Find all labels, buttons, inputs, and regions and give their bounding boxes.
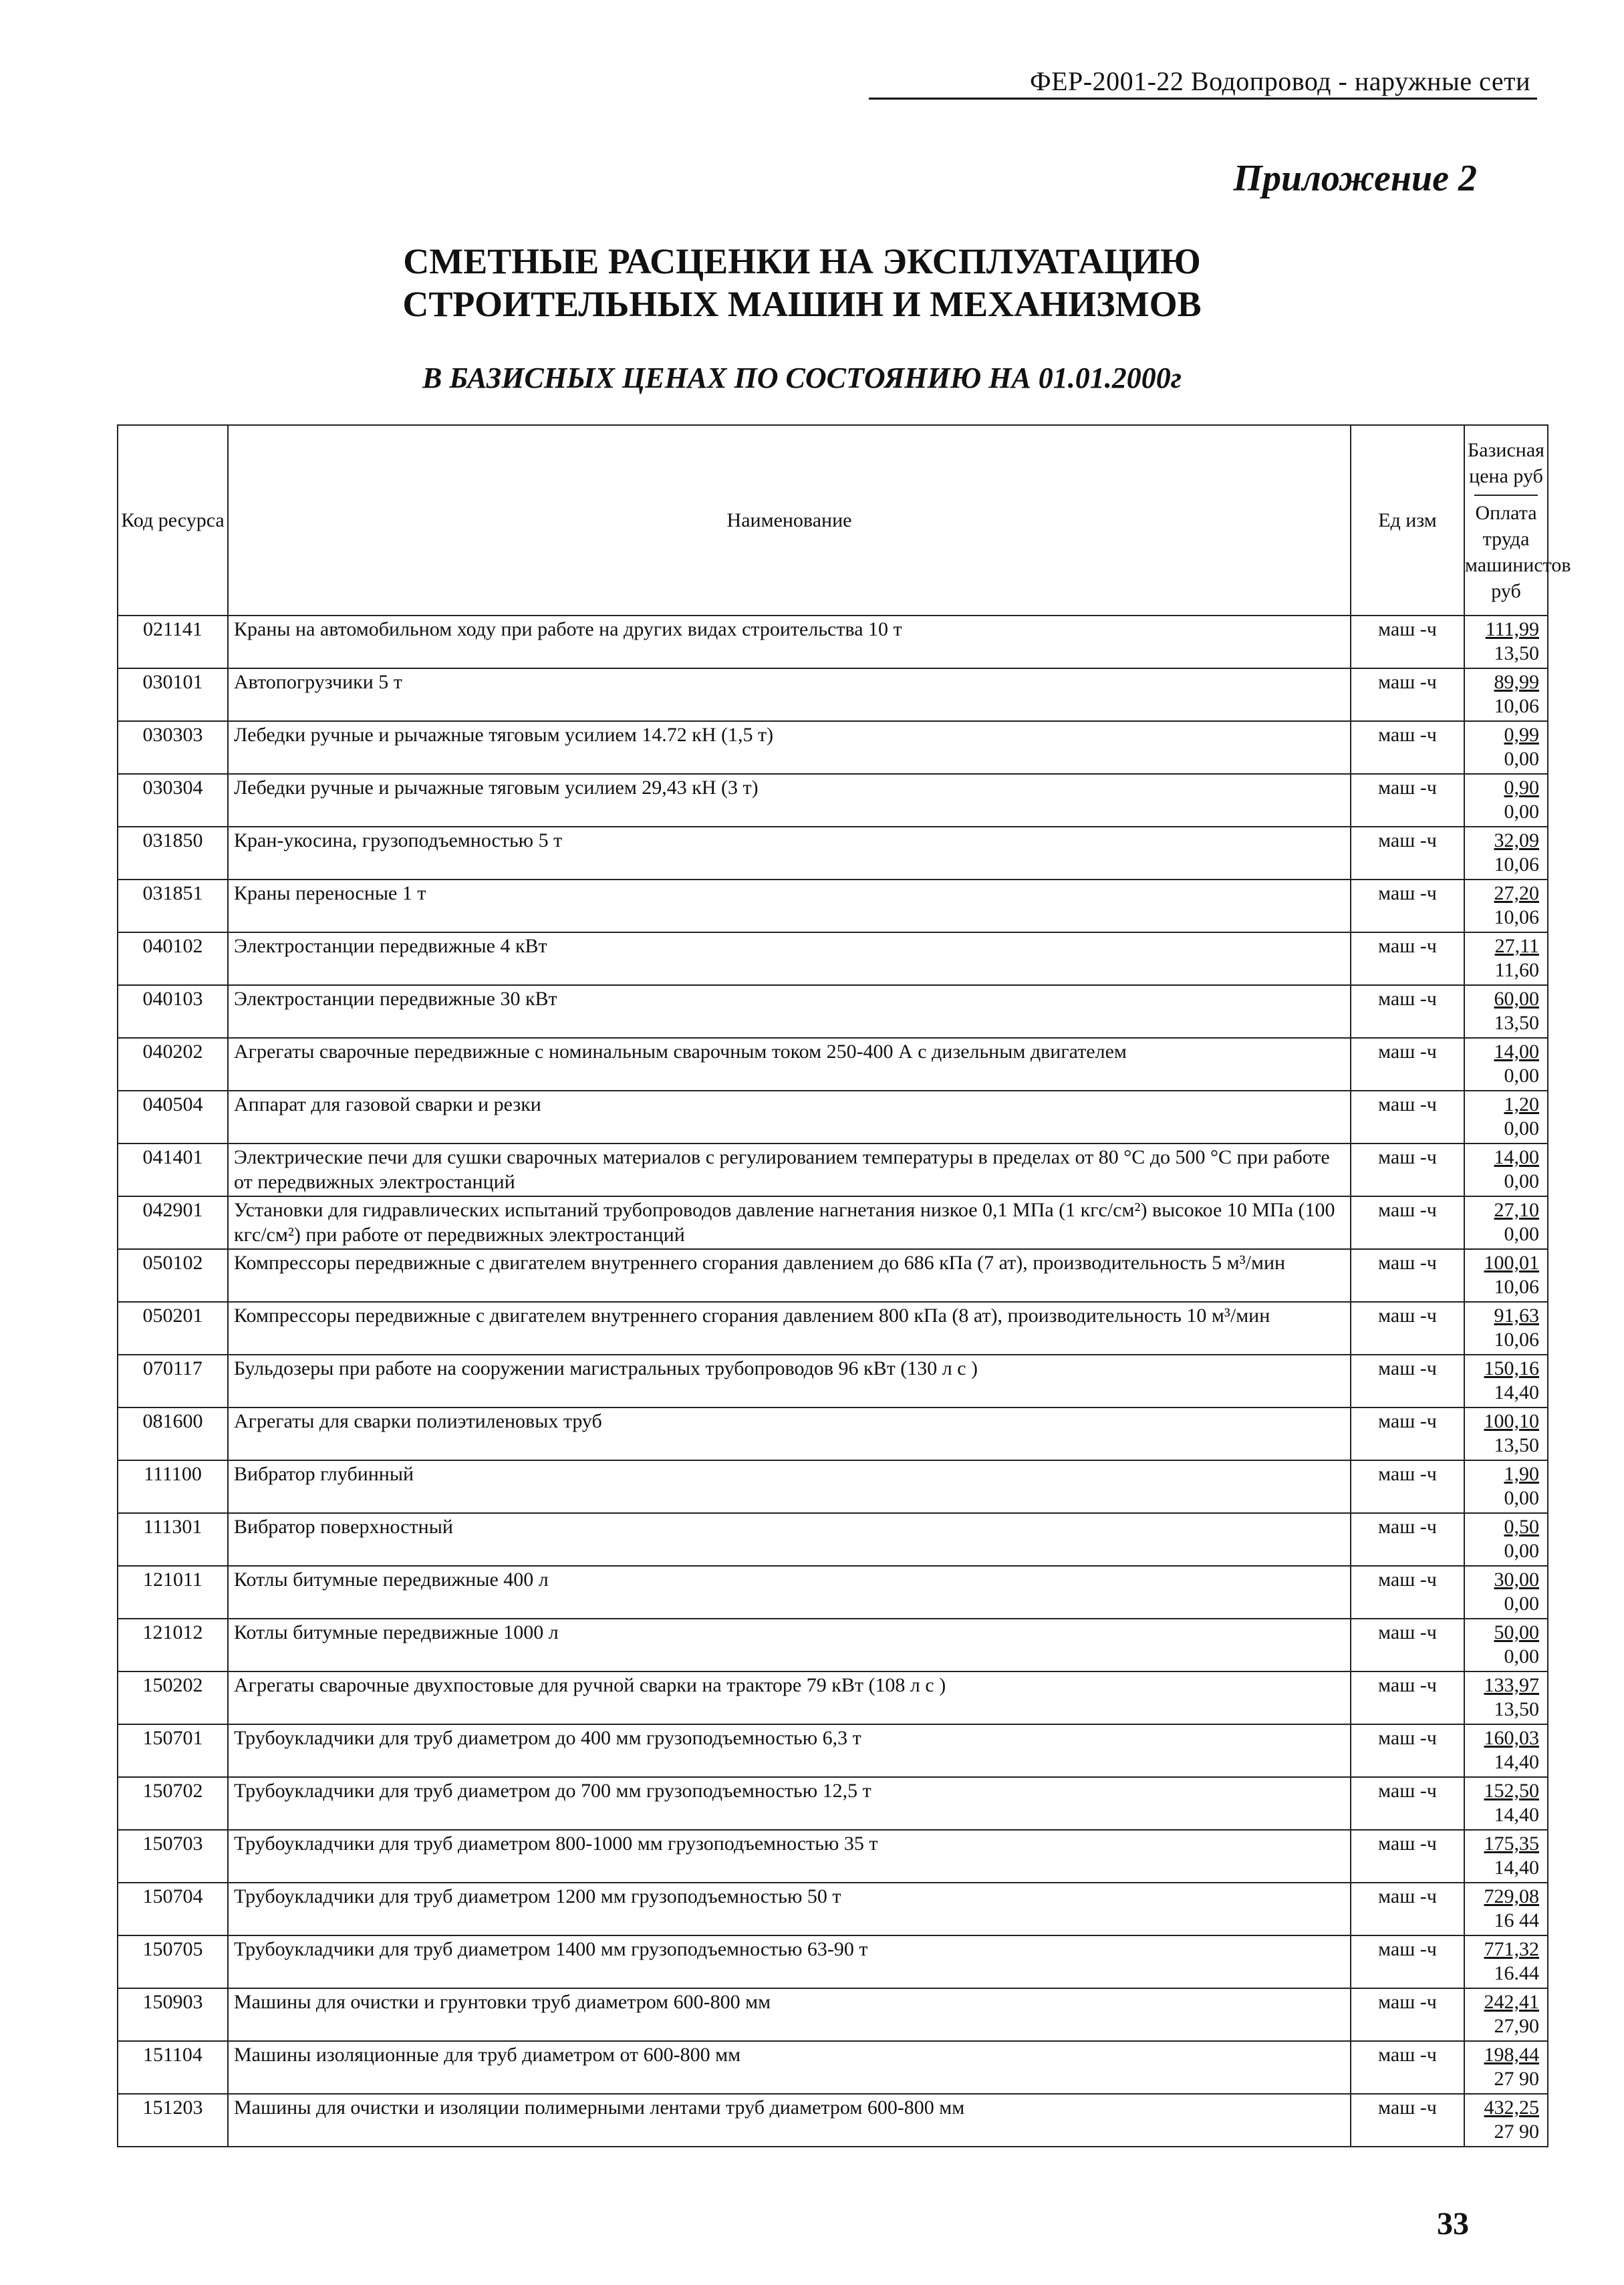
resource-price-cell	[1464, 827, 1548, 880]
resource-code: 030101	[118, 668, 228, 721]
resource-price-cell	[1464, 1513, 1548, 1566]
base-price-value: 50,00	[1494, 1621, 1539, 1643]
wage-value: 27,90	[1494, 2015, 1539, 2037]
table-row	[118, 616, 1548, 668]
table-row	[118, 1355, 1548, 1407]
resource-code: 050201	[118, 1302, 228, 1355]
rates-table-wrap	[117, 424, 1571, 2147]
base-price-value: 0,90	[1504, 777, 1539, 799]
wage-value: 10,06	[1494, 695, 1539, 717]
table-row	[118, 1566, 1548, 1619]
table-row	[118, 1988, 1548, 2041]
table-row	[118, 827, 1548, 880]
resource-price-cell	[1464, 2041, 1548, 2094]
table-row	[118, 880, 1548, 932]
wage-value: 0,00	[1504, 1645, 1539, 1667]
resource-code: 040103	[118, 985, 228, 1038]
resource-unit: маш -ч	[1351, 880, 1464, 932]
base-price-value: 100,01	[1484, 1252, 1539, 1274]
resource-name: Кран-укосина, грузоподъемностью 5 т	[228, 827, 1351, 880]
title-line-2: СТРОИТЕЛЬНЫХ МАШИН И МЕХАНИЗМОВ	[402, 283, 1202, 324]
resource-code: 150702	[118, 1777, 228, 1830]
wage-value: 10,06	[1494, 853, 1539, 876]
resource-price-cell	[1464, 668, 1548, 721]
col-header-price	[1464, 425, 1571, 616]
resource-price-cell	[1464, 1883, 1548, 1935]
table-row	[118, 2094, 1548, 2147]
resource-name: Трубоукладчики для труб диаметром 800-1000 мм грузоподъемностью 35 т	[228, 1830, 1351, 1883]
col-header-wage: Оплата труда машинистов руб	[1465, 501, 1571, 602]
resource-name: Трубоукладчики для труб диаметром до 700 мм грузоподъемностью 12,5 т	[228, 1777, 1351, 1830]
rates-table	[117, 424, 1571, 2147]
wage-value: 0,00	[1504, 1540, 1539, 1562]
resource-unit: маш -ч	[1351, 721, 1464, 774]
resource-code: 150703	[118, 1830, 228, 1883]
table-row	[118, 1038, 1548, 1091]
table-row	[118, 1724, 1548, 1777]
wage-value: 13,50	[1494, 1012, 1539, 1034]
resource-code: 150202	[118, 1671, 228, 1724]
resource-code: 040202	[118, 1038, 228, 1091]
resource-unit: маш -ч	[1351, 1407, 1464, 1460]
table-row	[118, 1144, 1548, 1196]
col-header-base-price: Базисная цена руб	[1468, 438, 1544, 487]
resource-unit: маш -ч	[1351, 1355, 1464, 1407]
base-price-value: 100,10	[1484, 1410, 1539, 1432]
resource-unit: маш -ч	[1351, 2041, 1464, 2094]
table-body	[118, 616, 1548, 2147]
resource-code: 041401	[118, 1144, 228, 1196]
wage-value: 0,00	[1504, 1117, 1539, 1139]
wage-value: 14,40	[1494, 1857, 1539, 1879]
base-price-value: 242,41	[1484, 1991, 1539, 2013]
col-header-name: Наименование	[228, 425, 1351, 616]
resource-unit: маш -ч	[1351, 1671, 1464, 1724]
resource-price-cell	[1464, 774, 1548, 827]
resource-name: Машины для очистки и изоляции полимерными лентами труб диаметром 600-800 мм	[228, 2094, 1351, 2147]
resource-code: 111100	[118, 1460, 228, 1513]
wage-value: 27 90	[1494, 2068, 1539, 2090]
table-row	[118, 1883, 1548, 1935]
table-row	[118, 1935, 1548, 1988]
resource-price-cell	[1464, 1830, 1548, 1883]
resource-price-cell	[1464, 1091, 1548, 1144]
resource-name: Лебедки ручные и рычажные тяговым усилием 29,43 кН (3 т)	[228, 774, 1351, 827]
resource-code: 040102	[118, 932, 228, 985]
resource-name: Агрегаты для сварки полиэтиленовых труб	[228, 1407, 1351, 1460]
wage-value: 14,40	[1494, 1381, 1539, 1403]
resource-code: 150705	[118, 1935, 228, 1988]
resource-unit: маш -ч	[1351, 1988, 1464, 2041]
resource-name: Электрические печи для сушки сварочных материалов с регулированием температуры в пределах от 80 °С до 500 °С при работе от передвижных электростанций	[228, 1144, 1351, 1196]
resource-price-cell	[1464, 1144, 1548, 1196]
resource-unit: маш -ч	[1351, 616, 1464, 668]
wage-value: 10,06	[1494, 1329, 1539, 1351]
resource-code: 121011	[118, 1566, 228, 1619]
base-price-value: 0,99	[1504, 724, 1539, 746]
base-price-value: 152,50	[1484, 1780, 1539, 1802]
resource-price-cell	[1464, 985, 1548, 1038]
table-row	[118, 1460, 1548, 1513]
resource-code: 121012	[118, 1619, 228, 1671]
title-line-1: СМЕТНЫЕ РАСЦЕНКИ НА ЭКСПЛУАТАЦИЮ	[403, 241, 1201, 281]
resource-price-cell	[1464, 1935, 1548, 1988]
table-row	[118, 932, 1548, 985]
resource-price-cell	[1464, 1988, 1548, 2041]
base-price-value: 89,99	[1494, 671, 1539, 693]
base-price-value: 771,32	[1484, 1938, 1539, 1960]
wage-value: 13,50	[1494, 1434, 1539, 1456]
table-row	[118, 668, 1548, 721]
resource-unit: маш -ч	[1351, 1196, 1464, 1249]
resource-price-cell	[1464, 2094, 1548, 2147]
base-price-value: 111,99	[1485, 618, 1539, 640]
table-row	[118, 774, 1548, 827]
resource-code: 150903	[118, 1988, 228, 2041]
resource-code: 030303	[118, 721, 228, 774]
wage-value: 0,00	[1504, 748, 1539, 770]
resource-unit: маш -ч	[1351, 668, 1464, 721]
resource-unit: маш -ч	[1351, 1091, 1464, 1144]
wage-value: 0,00	[1504, 1487, 1539, 1509]
resource-unit: маш -ч	[1351, 1724, 1464, 1777]
base-price-value: 150,16	[1484, 1357, 1539, 1379]
resource-name: Электростанции передвижные 4 кВт	[228, 932, 1351, 985]
resource-unit: маш -ч	[1351, 1144, 1464, 1196]
resource-name: Трубоукладчики для труб диаметром 1400 мм грузоподъемностью 63-90 т	[228, 1935, 1351, 1988]
resource-name: Аппарат для газовой сварки и резки	[228, 1091, 1351, 1144]
resource-price-cell	[1464, 880, 1548, 932]
resource-price-cell	[1464, 1460, 1548, 1513]
base-price-value: 60,00	[1494, 988, 1539, 1010]
resource-unit: маш -ч	[1351, 1513, 1464, 1566]
table-row	[118, 1249, 1548, 1302]
resource-code: 030304	[118, 774, 228, 827]
page-title	[267, 241, 1337, 325]
base-price-value: 27,11	[1494, 935, 1539, 957]
base-price-value: 1,90	[1504, 1463, 1539, 1485]
resource-name: Котлы битумные передвижные 400 л	[228, 1566, 1351, 1619]
resource-name: Краны переносные 1 т	[228, 880, 1351, 932]
table-row	[118, 721, 1548, 774]
resource-price-cell	[1464, 1249, 1548, 1302]
resource-unit: маш -ч	[1351, 1777, 1464, 1830]
resource-price-cell	[1464, 1355, 1548, 1407]
resource-unit: маш -ч	[1351, 1883, 1464, 1935]
base-price-value: 133,97	[1484, 1674, 1539, 1696]
resource-name: Лебедки ручные и рычажные тяговым усилием 14.72 кН (1,5 т)	[228, 721, 1351, 774]
resource-name: Котлы битумные передвижные 1000 л	[228, 1619, 1351, 1671]
resource-unit: маш -ч	[1351, 2094, 1464, 2147]
col-header-unit: Ед изм	[1351, 425, 1464, 616]
resource-unit: маш -ч	[1351, 1038, 1464, 1091]
base-price-value: 1,20	[1504, 1093, 1539, 1115]
page-subtitle: В БАЗИСНЫХ ЦЕНАХ ПО СОСТОЯНИЮ НА 01.01.2000г	[422, 362, 1182, 394]
resource-code: 040504	[118, 1091, 228, 1144]
resource-price-cell	[1464, 1038, 1548, 1091]
resource-unit: маш -ч	[1351, 1619, 1464, 1671]
wage-value: 11,60	[1494, 959, 1539, 981]
resource-code: 151104	[118, 2041, 228, 2094]
wage-value: 10,06	[1494, 1276, 1539, 1298]
base-price-value: 32,09	[1494, 829, 1539, 851]
wage-value: 16 44	[1494, 1909, 1539, 1931]
wage-value: 0,00	[1504, 1065, 1539, 1087]
wage-value: 0,00	[1504, 1593, 1539, 1615]
resource-unit: маш -ч	[1351, 774, 1464, 827]
col-header-code: Код ресурса	[118, 425, 228, 616]
resource-unit: маш -ч	[1351, 1830, 1464, 1883]
resource-name: Вибратор поверхностный	[228, 1513, 1351, 1566]
resource-code: 031850	[118, 827, 228, 880]
resource-code: 111301	[118, 1513, 228, 1566]
base-price-value: 30,00	[1494, 1569, 1539, 1591]
base-price-value: 160,03	[1484, 1727, 1539, 1749]
resource-name: Бульдозеры при работе на сооружении магистральных трубопроводов 96 кВт (130 л с )	[228, 1355, 1351, 1407]
table-row	[118, 1619, 1548, 1671]
resource-name: Компрессоры передвижные с двигателем внутреннего сгорания давлением до 686 кПа (7 ат), производительность 5 м³/мин	[228, 1249, 1351, 1302]
resource-name: Агрегаты сварочные двухпостовые для ручной сварки на тракторе 79 кВт (108 л с )	[228, 1671, 1351, 1724]
table-row	[118, 1091, 1548, 1144]
wage-value: 13,50	[1494, 642, 1539, 664]
wage-value: 0,00	[1504, 801, 1539, 823]
resource-code: 150701	[118, 1724, 228, 1777]
resource-code: 042901	[118, 1196, 228, 1249]
table-row	[118, 1302, 1548, 1355]
resource-name: Автопогрузчики 5 т	[228, 668, 1351, 721]
resource-price-cell	[1464, 1724, 1548, 1777]
page-number: 33	[1437, 2206, 1469, 2242]
resource-price-cell	[1464, 1302, 1548, 1355]
base-price-value: 14,00	[1494, 1146, 1539, 1168]
resource-code: 150704	[118, 1883, 228, 1935]
wage-value: 0,00	[1504, 1223, 1539, 1245]
resource-name: Машины для очистки и грунтовки труб диаметром 600-800 мм	[228, 1988, 1351, 2041]
resource-code: 031851	[118, 880, 228, 932]
running-header: ФЕР-2001-22 Водопровод - наружные сети	[1030, 66, 1530, 96]
resource-name: Краны на автомобильном ходу при работе на других видах строительства 10 т	[228, 616, 1351, 668]
table-row	[118, 985, 1548, 1038]
table-row	[118, 2041, 1548, 2094]
resource-code: 151203	[118, 2094, 228, 2147]
resource-price-cell	[1464, 1777, 1548, 1830]
resource-price-cell	[1464, 1671, 1548, 1724]
resource-code: 070117	[118, 1355, 228, 1407]
resource-unit: маш -ч	[1351, 1935, 1464, 1988]
wage-value: 0,00	[1504, 1170, 1539, 1192]
table-row	[118, 1407, 1548, 1460]
appendix-label: Приложение 2	[1233, 158, 1477, 199]
resource-price-cell	[1464, 932, 1548, 985]
base-price-value: 175,35	[1484, 1833, 1539, 1855]
base-price-value: 27,10	[1494, 1199, 1539, 1221]
resource-price-cell	[1464, 1407, 1548, 1460]
resource-unit: маш -ч	[1351, 1460, 1464, 1513]
base-price-value: 91,63	[1494, 1305, 1539, 1327]
table-row	[118, 1196, 1548, 1249]
resource-code: 021141	[118, 616, 228, 668]
resource-unit: маш -ч	[1351, 985, 1464, 1038]
base-price-value: 729,08	[1484, 1885, 1539, 1907]
table-row	[118, 1830, 1548, 1883]
resource-code: 050102	[118, 1249, 228, 1302]
table-header-row	[118, 425, 1548, 616]
wage-value: 27 90	[1494, 2121, 1539, 2143]
resource-unit: маш -ч	[1351, 1566, 1464, 1619]
table-row	[118, 1513, 1548, 1566]
base-price-value: 198,44	[1484, 2044, 1539, 2066]
resource-unit: маш -ч	[1351, 1302, 1464, 1355]
resource-unit: маш -ч	[1351, 827, 1464, 880]
resource-name: Агрегаты сварочные передвижные с номинальным сварочным током 250-400 А с дизельным двигателем	[228, 1038, 1351, 1091]
table-row	[118, 1671, 1548, 1724]
wage-value: 10,06	[1494, 906, 1539, 928]
resource-name: Вибратор глубинный	[228, 1460, 1351, 1513]
wage-value: 14,40	[1494, 1751, 1539, 1773]
resource-unit: маш -ч	[1351, 932, 1464, 985]
resource-name: Трубоукладчики для труб диаметром до 400 мм грузоподъемностью 6,3 т	[228, 1724, 1351, 1777]
resource-price-cell	[1464, 721, 1548, 774]
resource-price-cell	[1464, 616, 1548, 668]
resource-name: Компрессоры передвижные с двигателем внутреннего сгорания давлением 800 кПа (8 ат), производительность 10 м³/мин	[228, 1302, 1351, 1355]
wage-value: 13,50	[1494, 1698, 1539, 1720]
base-price-value: 432,25	[1484, 2097, 1539, 2119]
wage-value: 16.44	[1494, 1962, 1539, 1984]
base-price-value: 27,20	[1494, 882, 1539, 904]
resource-price-cell	[1464, 1566, 1548, 1619]
base-price-value: 14,00	[1494, 1041, 1539, 1063]
base-price-value: 0,50	[1504, 1516, 1539, 1538]
resource-price-cell	[1464, 1619, 1548, 1671]
table-row	[118, 1777, 1548, 1830]
resource-code: 081600	[118, 1407, 228, 1460]
resource-name: Трубоукладчики для труб диаметром 1200 мм грузоподъемностью 50 т	[228, 1883, 1351, 1935]
wage-value: 14,40	[1494, 1804, 1539, 1826]
resource-unit: маш -ч	[1351, 1249, 1464, 1302]
resource-price-cell	[1464, 1196, 1548, 1249]
resource-name: Установки для гидравлических испытаний трубопроводов давление нагнетания низкое 0,1 МПа (1 кгс/см²) высокое 10 МПа (100 кгс/см²) при работе от передвижных электростанций	[228, 1196, 1351, 1249]
resource-name: Машины изоляционные для труб диаметром от 600-800 мм	[228, 2041, 1351, 2094]
resource-name: Электростанции передвижные 30 кВт	[228, 985, 1351, 1038]
header-rule	[869, 98, 1537, 100]
